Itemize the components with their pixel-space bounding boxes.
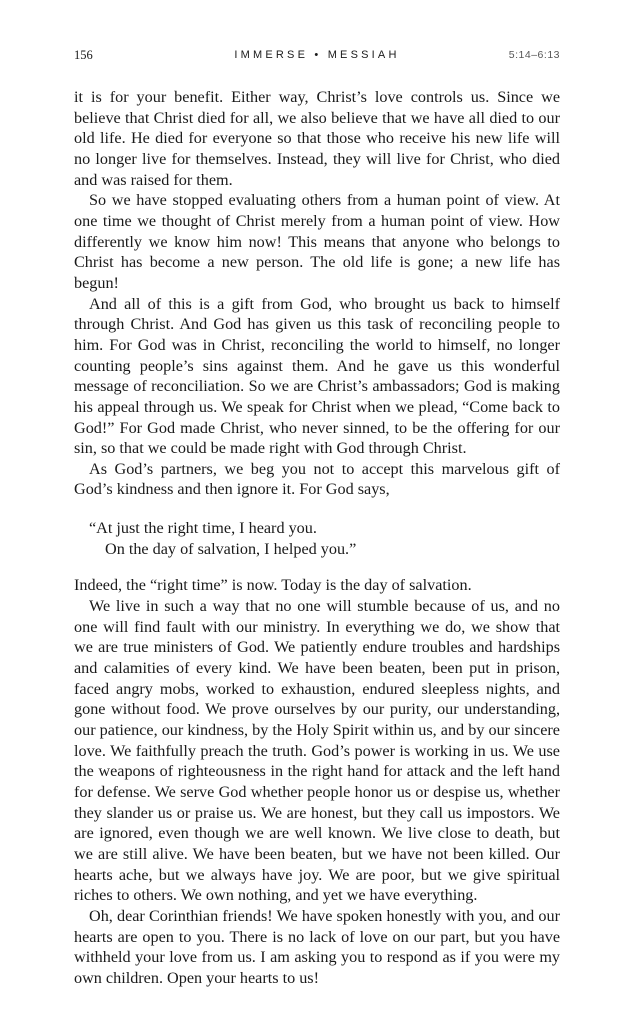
paragraph: We live in such a way that no one will stumble because of us, and no one will find fault with our ministry. In everything we do, we show that we are true ministers of God. We patiently endure troubles and hardships and calamities of every kind. We have been beaten, been put in prison, faced angry mobs, worked to exhaustion, endured sleepless nights, and gone without food. We prove ourselves by our purity, our understanding, our patience, our kindness, by the Holy Spirit within us, and by our sincere love. We faithfully preach the truth. God’s power is working in us. We use the weapons of righteousness in the right hand for attack and the left hand for defense. We serve God whether people honor us or despise us, whether they slander us or praise us. We are honest, but they call us impostors. We are ignored, even though we are well known. We live close to death, but we are still alive. We have been beaten, but we have not been killed. Our hearts ache, but we always have joy. We are poor, but we give spiritual riches to others. We own nothing, and yet we have everything. [74, 597, 560, 905]
paragraph: Indeed, the “right time” is now. Today is the day of salvation. [74, 576, 472, 595]
body-text [74, 87, 560, 989]
quote-line: “At just the right time, I heard you. [89, 519, 317, 538]
quote-line: On the day of salvation, I helped you.” [105, 539, 357, 558]
scripture-quote [74, 518, 560, 559]
paragraph: Oh, dear Corinthian friends! We have spoken honestly with you, and our hearts are open to you. There is no lack of love on our part, but you have withheld your love from us. I am asking you to respond as if you were my own children. Open your hearts to us! [74, 906, 560, 987]
paragraph-continuation: it is for your benefit. Either way, Christ’s love controls us. Since we believe that Christ died for all, we also believe that we have all died to our old life. He died for everyone so that those who receive his new life will no longer live for themselves. Instead, they will live for Christ, who died and was raised for them. [74, 88, 560, 189]
book-title: IMMERSE • MESSIAH [234, 49, 400, 61]
paragraph: As God’s partners, we beg you not to accept this marvelous gift of God’s kindness and then ignore it. For God says, [74, 459, 560, 499]
page-number: 156 [74, 48, 93, 62]
running-head [74, 48, 560, 66]
chapter-reference: 5:14–6:13 [508, 49, 560, 61]
paragraph: So we have stopped evaluating others from a human point of view. At one time we thought of Christ merely from a human point of view. How differently we know him now! This means that anyone who belongs to Christ has become a new person. The old life is gone; a new life has begun! [74, 191, 560, 292]
paragraph: And all of this is a gift from God, who brought us back to himself through Christ. And God has given us this task of reconciling people to him. For God was in Christ, reconciling the world to himself, no longer counting people’s sins against them. And he gave us this wonderful message of reconciliation. So we are Christ’s ambassadors; God is making his appeal through us. We speak for Christ when we plead, “Come back to God!” For God made Christ, who never sinned, to be the offering for our sin, so that we could be made right with God through Christ. [74, 294, 560, 458]
